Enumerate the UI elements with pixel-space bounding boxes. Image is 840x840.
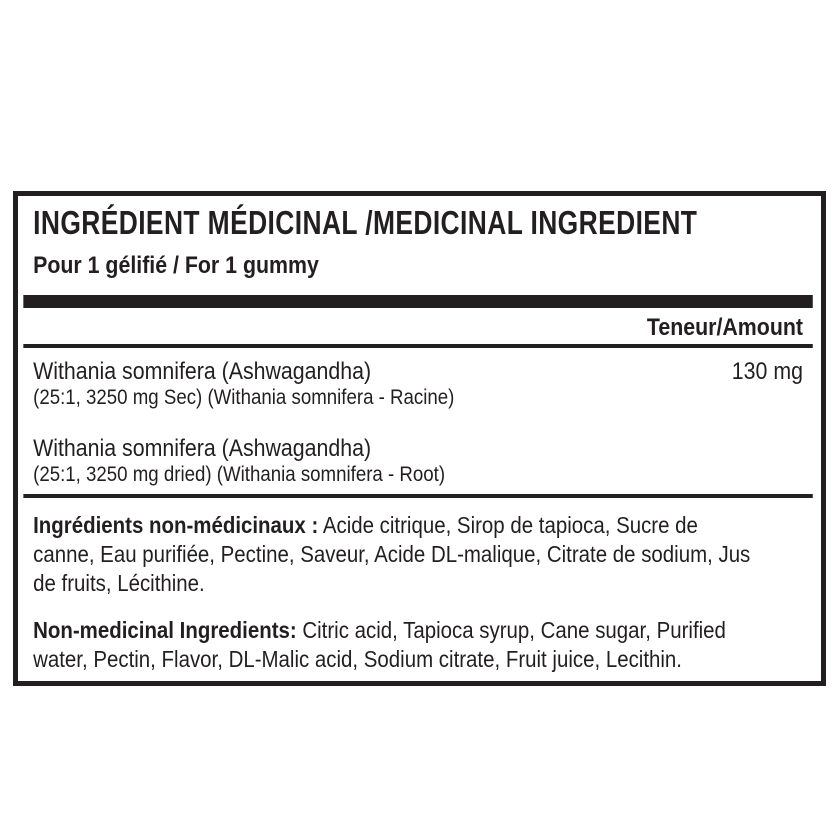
ingredient-row-2 [33, 436, 803, 488]
ingredient-line [33, 359, 803, 385]
ingredient-amount: 130 mg [731, 358, 803, 385]
non-medicinal-en-text: Citric acid, Tapioca syrup, Cane sugar, Purified [296, 617, 726, 643]
non-medicinal-fr-lead: Ingrédients non-médicinaux : [33, 512, 319, 538]
ingredient-name: Withania somnifera (Ashwagandha) [33, 435, 372, 462]
section-divider [23, 494, 812, 498]
non-medicinal-ingredients-fr [33, 511, 803, 598]
ingredient-detail: (25:1, 3250 mg dried) (Withania somnifera - Root) [33, 463, 446, 486]
non-medicinal-en-lead: Non-medicinal Ingredients: [33, 617, 297, 643]
header-underline [23, 344, 812, 348]
ingredient-line [33, 436, 803, 462]
ingredient-detail: (25:1, 3250 mg Sec) (Withania somnifera - Racine) [33, 386, 455, 409]
panel-content [18, 196, 821, 674]
thick-divider [23, 295, 812, 308]
non-medicinal-en-line-1 [33, 616, 803, 645]
non-medicinal-ingredients-en [33, 616, 803, 674]
panel-title-row [33, 204, 803, 249]
ingredient-row-1 [33, 359, 803, 411]
amount-column-header: Teneur/Amount [646, 314, 803, 341]
non-medicinal-fr-line-3: de fruits, Lécithine. [33, 570, 205, 596]
medicinal-ingredient-panel [13, 191, 826, 686]
non-medicinal-en-line-2: water, Pectin, Flavor, DL-Malic acid, Sodium citrate, Fruit juice, Lecithin. [33, 646, 682, 672]
ingredient-name: Withania somnifera (Ashwagandha) [33, 358, 372, 385]
non-medicinal-fr-text: Acide citrique, Sirop de tapioca, Sucre de [318, 512, 698, 538]
non-medicinal-fr-line-2: canne, Eau purifiée, Pectine, Saveur, Acide DL-malique, Citrate de sodium, Jus [33, 541, 751, 567]
serving-size: Pour 1 gélifié / For 1 gummy [33, 252, 319, 279]
panel-title: INGRÉDIENT MÉDICINAL /MEDICINAL INGREDIENT [33, 204, 698, 241]
non-medicinal-fr-line-1 [33, 511, 803, 540]
